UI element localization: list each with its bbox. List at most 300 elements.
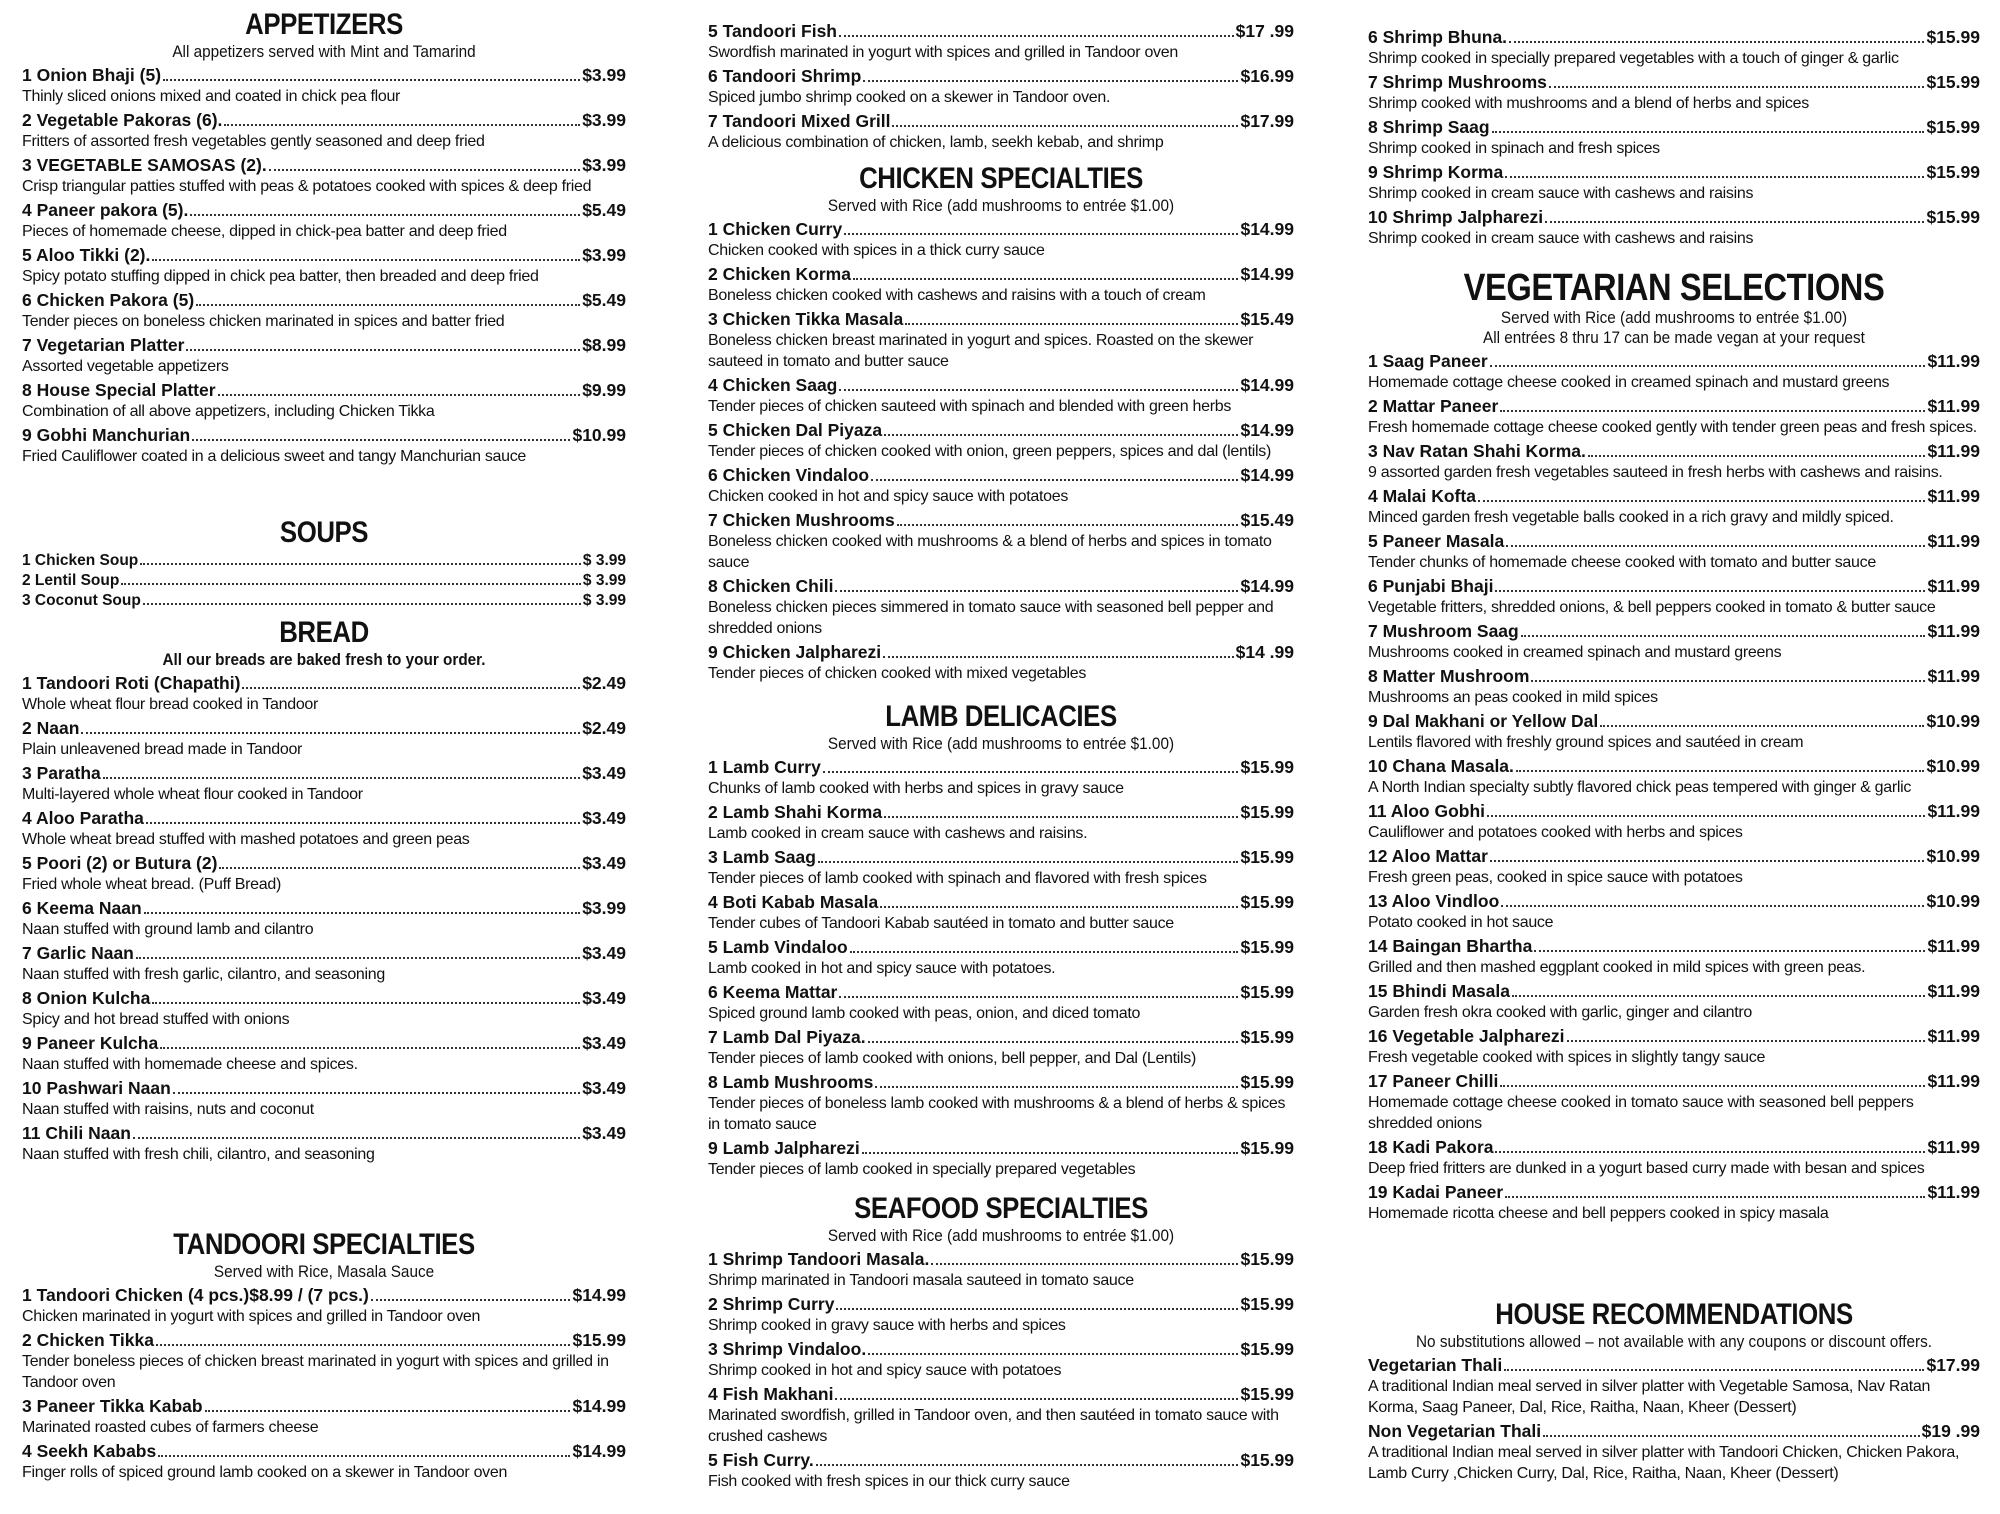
menu-item [22,1395,626,1438]
item-list [22,64,626,467]
menu-item-name: 9 Chicken Jalpharezi [708,642,882,662]
dot-leader [1512,995,1925,997]
menu-item-name: 4 Seekh Kababs [22,1441,157,1461]
menu-item-name: 16 Vegetable Jalpharezi [1368,1026,1565,1046]
menu-item-description: Naan stuffed with homemade cheese and spices. [22,1056,358,1073]
menu-item-name: 1 Chicken Curry [708,219,843,239]
menu-item-description: Potato cooked in hot sauce [1368,914,1554,931]
menu-item-row [22,244,626,266]
menu-item [22,109,626,152]
menu-item-description: Spiced ground lamb cooked with peas, onion, and diced tomato [708,1005,1141,1022]
menu-item-name: 8 House Special Platter [22,380,216,400]
menu-item-name: 4 Paneer pakora (5). [22,200,189,220]
menu-item-row [1368,1070,1980,1092]
menu-item [22,289,626,332]
section-subtitle-vegan: All entrées 8 thru 17 can be made vegan at your request [1483,328,1865,347]
dot-leader [1521,635,1926,637]
menu-item-price: $14.99 [1240,576,1294,596]
menu-item-name: 12 Aloo Mattar [1368,846,1488,866]
menu-item-price: $2.49 [582,718,626,738]
menu-item-description: Crisp triangular patties stuffed with peas & potatoes cooked with spices & deep fried [22,178,592,195]
menu-item-row [22,424,626,446]
menu-item-row [1368,665,1980,687]
menu-item-row [708,464,1294,486]
menu-item [1368,620,1980,663]
menu-item-name: 8 Lamb Mushrooms [708,1072,874,1092]
item-list [708,756,1294,1180]
menu-item-name: 8 Shrimp Saag [1368,117,1490,137]
menu-item [708,374,1294,417]
dot-leader [905,323,1238,325]
menu-item-name: 10 Chana Masala. [1368,756,1514,776]
menu-item-name: 3 Shrimp Vindaloo. [708,1339,867,1359]
menu-item-price: $15.99 [1240,1339,1294,1359]
menu-item-name: 3 VEGETABLE SAMOSAS (2). [22,155,267,175]
menu-item-price: $ 3.99 [582,552,626,569]
menu-item-description: Shrimp cooked in spinach and fresh spices [1368,140,1660,157]
menu-item-name: 5 Chicken Dal Piyaza [708,420,883,440]
menu-item-price: $10.99 [1926,891,1980,911]
menu-item-row [22,1032,626,1054]
menu-item-description: Shrimp cooked with mushrooms and a blend of herbs and spices [1368,95,1809,112]
menu-item [708,509,1294,573]
menu-item-name: 7 Mushroom Saag [1368,621,1519,641]
menu-item-row [22,942,626,964]
menu-item-price: $15.99 [1240,1138,1294,1158]
section-tandoori-continued [708,18,1294,153]
menu-item-row [708,1071,1294,1093]
dot-leader [196,304,580,306]
menu-item-row [1368,530,1980,552]
menu-item-description: Lamb cooked in cream sauce with cashews and raisins. [708,825,1088,842]
menu-item-description: A North Indian specialty subtly flavored chick peas tempered with ginger & garlic [1368,779,1912,796]
menu-item-description: Lamb cooked in hot and spicy sauce with potatoes. [708,960,1056,977]
menu-item [708,1248,1294,1291]
menu-item-price: $15.99 [1240,1384,1294,1404]
menu-item-name: 3 Nav Ratan Shahi Korma. [1368,441,1586,461]
section-bread [22,616,626,1165]
dot-leader [818,861,1239,863]
menu-item-description: Spicy potato stuffing dipped in chick pea batter, then breaded and deep fried [22,268,539,285]
menu-item-description: Lentils flavored with freshly ground spices and sautéed in cream [1368,734,1804,751]
menu-item-name: 8 Onion Kulcha [22,988,151,1008]
menu-item-row [22,1122,626,1144]
menu-item-name: 6 Tandoori Shrimp [708,66,862,86]
menu-item-name: 7 Shrimp Mushrooms [1368,72,1547,92]
menu-item-description: Boneless chicken cooked with mushrooms & a blend of herbs and spices in tomato sauce [708,533,1272,571]
menu-item-price: $16.99 [1240,66,1294,86]
menu-item-price: $11.99 [1927,486,1980,506]
section-title: SOUPS [279,516,369,549]
menu-item [1368,980,1980,1023]
menu-item-row [1368,350,1980,372]
menu-item-name: 1 Chicken Soup [22,552,139,569]
dot-leader [144,912,581,914]
menu-item-price: $3.49 [582,763,626,783]
menu-item [708,756,1294,799]
menu-item-price: $15.49 [1240,309,1294,329]
menu-item-name: 9 Dal Makhani or Yellow Dal [1368,711,1599,731]
dot-leader [1490,365,1926,367]
menu-item-name: 4 Aloo Paratha [22,808,144,828]
menu-item [708,1026,1294,1069]
item-list [22,552,626,610]
menu-item-description: Naan stuffed with fresh garlic, cilantro, and seasoning [22,966,385,983]
menu-item-description: Naan stuffed with raisins, nuts and coconut [22,1101,314,1118]
dot-leader [136,957,580,959]
menu-item-row [1368,980,1980,1002]
menu-item-row [1368,935,1980,957]
menu-item-price: $ 3.99 [582,572,626,589]
menu-item-price: $14.99 [572,1285,626,1305]
dot-leader [1487,815,1925,817]
menu-item-row [22,199,626,221]
menu-item [1368,161,1980,204]
menu-item-name: 6 Chicken Vindaloo [708,465,870,485]
menu-item-name: 3 Lamb Saag [708,847,816,867]
menu-item-name: 2 Vegetable Pakoras (6). [22,110,223,130]
menu-item-price: $3.99 [582,110,626,130]
menu-item-row [708,981,1294,1003]
menu-item-row [22,154,626,176]
menu-item [1368,890,1980,933]
menu-item-row [22,334,626,356]
dot-leader [871,479,1238,481]
menu-item [1368,485,1980,528]
dot-leader [1567,1040,1926,1042]
dot-leader [173,1092,580,1094]
menu-item-row [22,109,626,131]
section-seafood [708,1192,1294,1492]
menu-item-row [1368,395,1980,417]
menu-item-description: Combination of all above appetizers, including Chicken Tikka [22,403,435,420]
menu-item [708,263,1294,306]
menu-item-price: $14.99 [572,1396,626,1416]
menu-item-description: Plain unleavened bread made in Tandoor [22,741,303,758]
dot-leader [931,1263,1238,1265]
menu-item-price: $11.99 [1927,801,1980,821]
dot-leader [1516,770,1925,772]
section-tandoori [22,1228,626,1483]
menu-item [22,334,626,377]
menu-item-name: Non Vegetarian Thali [1368,1421,1542,1441]
menu-item-row [1368,1181,1980,1203]
menu-item-name: 6 Keema Mattar [708,982,838,1002]
menu-item-description: Mushrooms cooked in creamed spinach and mustard greens [1368,644,1782,661]
menu-item-row [1368,620,1980,642]
menu-item-description: Tender pieces of lamb cooked with onions, bell pepper, and Dal (Lentils) [708,1050,1197,1067]
menu-item-name: 1 Tandoori Chicken (4 pcs.)$8.99 / (7 pcs.) [22,1285,369,1305]
menu-item-name: 5 Paneer Masala [1368,531,1505,551]
dot-leader [160,1047,580,1049]
dot-leader [835,590,1238,592]
menu-item [22,717,626,760]
menu-item [22,592,626,610]
menu-item-name: 4 Malai Kofta [1368,486,1476,506]
menu-item [1368,845,1980,888]
menu-item-name: 7 Lamb Dal Piyaza. [708,1027,866,1047]
dot-leader [853,278,1239,280]
menu-item-price: $3.49 [582,1078,626,1098]
menu-item-price: $3.49 [582,1123,626,1143]
dot-leader [371,1299,571,1301]
dot-leader [836,1308,1238,1310]
dot-leader [156,1344,571,1346]
menu-item [708,891,1294,934]
section-soups [22,516,626,610]
menu-item-name: 11 Chili Naan [22,1123,131,1143]
menu-item-description: Chicken marinated in yogurt with spices and grilled in Tandoor oven [22,1308,481,1325]
dot-leader [892,125,1238,127]
menu-item-row [1368,890,1980,912]
section-vegetarian [1368,268,1980,1224]
menu-item-row [22,1284,626,1306]
menu-item [708,1449,1294,1492]
menu-item-price: $15.99 [1240,1450,1294,1470]
menu-item-description: Pieces of homemade cheese, dipped in chick-pea batter and deep fried [22,223,507,240]
menu-item-row [1368,440,1980,462]
menu-item-name: 6 Punjabi Bhaji [1368,576,1494,596]
menu-item-price: $11.99 [1927,351,1980,371]
menu-item-row [22,1077,626,1099]
section-title: TANDOORI SPECIALTIES [173,1228,475,1261]
menu-item-name: 3 Coconut Soup [22,592,141,609]
item-list [22,1284,626,1483]
menu-item-description: Tender boneless pieces of chicken breast marinated in yogurt with spices and grilled in Tandoor oven [22,1353,609,1391]
dot-leader [219,867,580,869]
menu-item-description: Tender chunks of homemade cheese cooked with tomato and butter sauce [1368,554,1876,571]
menu-item [22,1284,626,1327]
menu-item-price: $15.99 [1240,1249,1294,1269]
menu-item-row [1368,1025,1980,1047]
menu-item-price: $3.99 [582,65,626,85]
menu-item-price: $11.99 [1927,666,1980,686]
menu-item-description: Shrimp cooked in cream sauce with cashews and raisins [1368,185,1754,202]
menu-item-name: 2 Naan [22,718,80,738]
menu-item-description: Tender pieces on boneless chicken marinated in spices and batter fried [22,313,505,330]
menu-item-price: $5.49 [582,290,626,310]
menu-item-description: A traditional Indian meal served in silver platter with Tandoori Chicken, Chicken Pakora, Lamb Curry ,Chicken Curry, Dal, Rice, Raitha, Naan, Kheer (Dessert) [1368,1444,1960,1482]
menu-item-description: Tender pieces of lamb cooked with spinach and flavored with fresh spices [708,870,1207,887]
section-title: BREAD [279,616,369,649]
menu-item-name: 5 Tandoori Fish [708,21,837,41]
menu-item-name: Vegetarian Thali [1368,1355,1503,1375]
menu-item-price: $3.99 [582,898,626,918]
menu-item [22,154,626,197]
menu-item [708,575,1294,639]
menu-item-price: $15.99 [1926,207,1980,227]
menu-item-description: Spicy and hot bread stuffed with onions [22,1011,290,1028]
menu-item [22,64,626,107]
menu-item-row [22,717,626,739]
dot-leader [146,822,580,824]
menu-item [22,942,626,985]
menu-item [22,762,626,805]
menu-item-row [708,110,1294,132]
menu-item-price: $3.49 [582,943,626,963]
menu-item-row [1368,710,1980,732]
menu-item [22,1329,626,1393]
menu-item-price: $ 3.99 [582,592,626,609]
menu-item-row [22,572,626,590]
menu-item-price: $15.99 [1240,1072,1294,1092]
menu-item [1368,575,1980,618]
menu-item-name: 5 Lamb Vindaloo [708,937,848,957]
dot-leader [835,1398,1238,1400]
menu-item-description: Spiced jumbo shrimp cooked on a skewer in Tandoor oven. [708,89,1111,106]
section-subtitle: Served with Rice (add mushrooms to entrée $1.00) [1500,308,1848,327]
menu-item-description: Shrimp cooked in gravy sauce with herbs and spices [708,1317,1066,1334]
menu-item-name: 5 Aloo Tikki (2). [22,245,151,265]
menu-item-row [708,891,1294,913]
section-subtitle: All our breads are baked fresh to your order. [162,650,486,669]
menu-item-row [708,801,1294,823]
section-title: APPETIZERS [245,8,403,41]
dot-leader [1509,41,1924,43]
menu-item-description: Homemade cottage cheese cooked in tomato sauce with seasoned bell peppers shredded onions [1368,1094,1914,1132]
menu-item-name: 7 Garlic Naan [22,943,134,963]
dot-leader [1505,176,1924,178]
item-list [708,20,1294,153]
menu-item-description: Assorted vegetable appetizers [22,358,229,375]
menu-item-row [708,936,1294,958]
dot-leader [1531,680,1925,682]
menu-item-price: $11.99 [1927,531,1980,551]
menu-item [1368,530,1980,573]
menu-item-price: $11.99 [1927,981,1980,1001]
menu-item-name: 15 Bhindi Masala [1368,981,1510,1001]
menu-item-name: 10 Pashwari Naan [22,1078,171,1098]
menu-item-description: Fritters of assorted fresh vegetables gently seasoned and deep fried [22,133,485,150]
menu-item [22,379,626,422]
menu-item-price: $15.99 [1240,982,1294,1002]
menu-item [1368,440,1980,483]
menu-item-name: 2 Shrimp Curry [708,1294,835,1314]
menu-item-name: 4 Fish Makhani [708,1384,834,1404]
menu-item [22,244,626,287]
menu-item-description: Homemade ricotta cheese and bell peppers cooked in spicy masala [1368,1205,1829,1222]
menu-item-row [1368,485,1980,507]
dot-leader [884,816,1238,818]
menu-item-row [708,641,1294,663]
menu-item-price: $5.49 [582,200,626,220]
menu-item [22,987,626,1030]
menu-item-description: Naan stuffed with fresh chili, cilantro, and seasoning [22,1146,375,1163]
menu-item-description: Naan stuffed with ground lamb and cilantro [22,921,314,938]
dot-leader [1495,1151,1925,1153]
menu-item-name: 17 Paneer Chilli [1368,1071,1499,1091]
menu-item-name: 6 Keema Naan [22,898,142,918]
menu-item-row [22,807,626,829]
section-subtitle: No substitutions allowed – not available with any coupons or discount offers. [1416,1332,1932,1351]
menu-item [708,936,1294,979]
menu-item-row [708,308,1294,330]
menu-item-description: Fresh vegetable cooked with spices in slightly tangy sauce [1368,1049,1766,1066]
menu-item-row [708,1293,1294,1315]
dot-leader [844,233,1238,235]
menu-item-row [1368,116,1980,138]
dot-leader [883,656,1233,658]
menu-item-price: $11.99 [1927,576,1980,596]
menu-item [708,1137,1294,1180]
section-house [1368,1298,1980,1484]
menu-item-price: $17.99 [1926,1355,1980,1375]
menu-item [1368,395,1980,438]
menu-item-description: Shrimp marinated in Tandoori masala sauteed in tomato sauce [708,1272,1134,1289]
dot-leader [205,1410,571,1412]
dot-leader [1506,545,1925,547]
dot-leader [862,1152,1239,1154]
dot-leader [133,1137,580,1139]
menu-item-name: 9 Lamb Jalpharezi [708,1138,860,1158]
menu-item-description: 9 assorted garden fresh vegetables sauteed in fresh herbs with cashews and raisins. [1368,464,1943,481]
menu-item [708,1338,1294,1381]
dot-leader [884,434,1238,436]
menu-item-row [1368,161,1980,183]
menu-item-name: 3 Paratha [22,763,101,783]
menu-item-row [708,1248,1294,1270]
menu-item-price: $15.99 [572,1330,626,1350]
menu-item-row [22,1395,626,1417]
menu-item-row [22,552,626,570]
section-subtitle: Served with Rice (add mushrooms to entrée $1.00) [827,196,1175,215]
item-list [1368,1354,1980,1484]
menu-item-name: 7 Vegetarian Platter [22,335,185,355]
menu-item-name: 6 Shrimp Bhuna. [1368,27,1508,47]
dot-leader [1534,950,1925,952]
menu-item-name: 2 Lamb Shahi Korma [708,802,883,822]
menu-item-description: Boneless chicken pieces simmered in tomato sauce with seasoned bell pepper and shredded onions [708,599,1274,637]
menu-item [22,1032,626,1075]
menu-item-row [22,852,626,874]
menu-item-description: Shrimp cooked in specially prepared vegetables with a touch of ginger & garlic [1368,50,1899,67]
menu-item-row [22,379,626,401]
menu-item-row [1368,1136,1980,1158]
dot-leader [868,1041,1239,1043]
dot-leader [1495,590,1925,592]
menu-item-row [1368,26,1980,48]
menu-item [1368,1354,1980,1418]
menu-item [22,807,626,850]
menu-item-description: Fresh green peas, cooked in spice sauce with potatoes [1368,869,1743,886]
menu-item-description: Fried whole wheat bread. (Puff Bread) [22,876,281,893]
menu-item [1368,1136,1980,1179]
dot-leader [152,1002,580,1004]
dot-leader [1600,725,1924,727]
menu-item-row [708,1383,1294,1405]
menu-item-name: 9 Shrimp Korma [1368,162,1504,182]
menu-item-description: Swordfish marinated in yogurt with spices and grilled in Tandoor oven [708,44,1178,61]
menu-item [708,981,1294,1024]
dot-leader [1492,131,1925,133]
item-list [708,1248,1294,1492]
menu-item-price: $15.99 [1240,892,1294,912]
dot-leader [121,583,581,585]
section-appetizers [22,8,626,467]
menu-item-row [22,289,626,311]
dot-leader [152,259,580,261]
menu-item-row [708,575,1294,597]
menu-item-name: 13 Aloo Vindloo [1368,891,1500,911]
menu-item [1368,206,1980,249]
menu-item [1368,1420,1980,1484]
menu-item [708,218,1294,261]
menu-item [708,846,1294,889]
menu-item [708,801,1294,844]
dot-leader [839,996,1238,998]
menu-item-name: 5 Poori (2) or Butura (2) [22,853,218,873]
menu-item [1368,26,1980,69]
